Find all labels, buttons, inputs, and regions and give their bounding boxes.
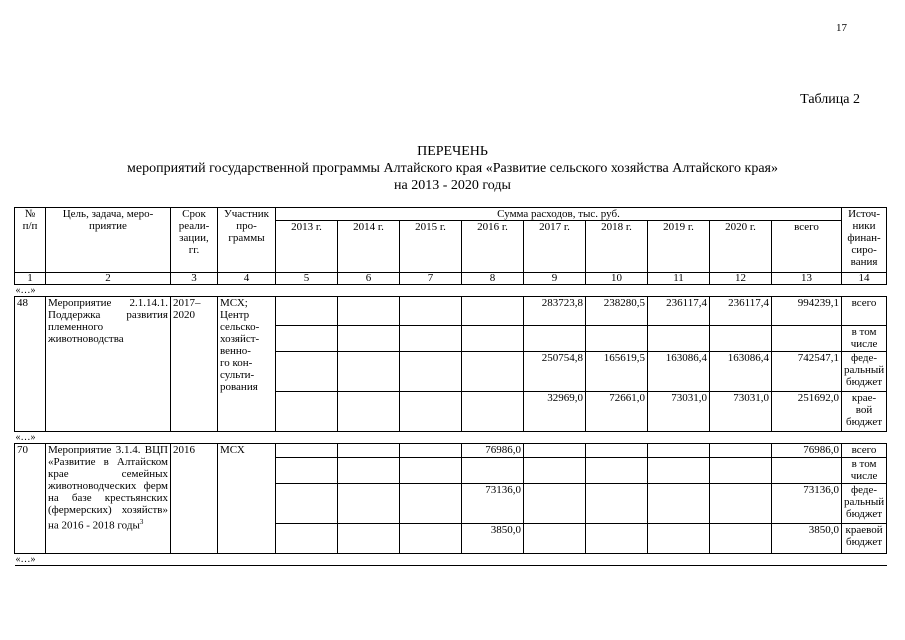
value-cell: 163086,4	[710, 352, 772, 392]
value-cell	[400, 444, 462, 458]
header-year: 2015 г.	[400, 221, 462, 273]
header-year: 2017 г.	[524, 221, 586, 273]
value-cell	[710, 484, 772, 524]
header-goal: Цель, задача, меро- приятие	[46, 208, 171, 273]
table-label: Таблица 2	[800, 92, 860, 107]
value-cell: 238280,5	[586, 297, 648, 326]
table-row	[15, 444, 887, 458]
header-year: 2013 г.	[276, 221, 338, 273]
header-year: 2018 г.	[586, 221, 648, 273]
value-cell	[276, 326, 338, 352]
value-cell	[648, 484, 710, 524]
value-cell	[462, 326, 524, 352]
source-cell: всего	[842, 444, 887, 458]
value-cell: 250754,8	[524, 352, 586, 392]
value-cell	[710, 458, 772, 484]
total-cell: 994239,1	[772, 297, 842, 326]
header-participant: Участник про- граммы	[218, 208, 276, 273]
value-cell: 32969,0	[524, 392, 586, 432]
column-number: 5	[276, 273, 338, 285]
ellipsis-marker: «…»	[15, 554, 887, 566]
row-goal: Мероприятие 2.1.14.1. Поддержка развития племенного животноводства	[46, 297, 171, 432]
row-goal-text: Мероприятие 3.1.4. ВЦП «Развитие в Алтайском крае семейных животноводческих ферм на базе крестьянских (фермерских) хозяйств» на 2016 - 2018 годы	[48, 444, 168, 532]
value-cell	[462, 392, 524, 432]
total-cell	[772, 326, 842, 352]
value-cell	[586, 444, 648, 458]
value-cell	[276, 524, 338, 554]
column-number: 11	[648, 273, 710, 285]
row-term: 2016	[171, 444, 218, 554]
column-number: 4	[218, 273, 276, 285]
ellipsis-marker: «…»	[15, 432, 887, 444]
source-cell: всего	[842, 297, 887, 326]
source-cell: крае- вой бюджет	[842, 392, 887, 432]
header-year: 2014 г.	[338, 221, 400, 273]
total-cell: 76986,0	[772, 444, 842, 458]
value-cell	[338, 524, 400, 554]
value-cell	[276, 458, 338, 484]
header-total: всего	[772, 221, 842, 273]
total-cell: 73136,0	[772, 484, 842, 524]
value-cell	[338, 458, 400, 484]
value-cell	[400, 524, 462, 554]
row-term: 2017– 2020	[171, 297, 218, 432]
value-cell	[338, 352, 400, 392]
value-cell	[462, 352, 524, 392]
value-cell	[338, 444, 400, 458]
column-number: 1	[15, 273, 46, 285]
value-cell	[648, 524, 710, 554]
value-cell	[400, 458, 462, 484]
column-number: 3	[171, 273, 218, 285]
value-cell	[400, 297, 462, 326]
column-number-row	[15, 273, 887, 285]
header-source: Источ- ники финан- сиро- вания	[842, 208, 887, 273]
value-cell: 76986,0	[462, 444, 524, 458]
value-cell: 236117,4	[648, 297, 710, 326]
column-number: 13	[772, 273, 842, 285]
value-cell: 73136,0	[462, 484, 524, 524]
total-cell	[772, 458, 842, 484]
value-cell	[524, 326, 586, 352]
header-term: Срок реали- зации, гг.	[171, 208, 218, 273]
total-cell: 742547,1	[772, 352, 842, 392]
column-number: 8	[462, 273, 524, 285]
value-cell: 73031,0	[648, 392, 710, 432]
row-participant: МСХ	[218, 444, 276, 554]
table-row	[15, 297, 887, 326]
source-cell: феде- ральный бюджет	[842, 484, 887, 524]
total-cell: 251692,0	[772, 392, 842, 432]
column-number: 7	[400, 273, 462, 285]
column-number: 12	[710, 273, 772, 285]
source-cell: в том числе	[842, 326, 887, 352]
value-cell	[276, 392, 338, 432]
value-cell: 73031,0	[710, 392, 772, 432]
source-cell: краевой бюджет	[842, 524, 887, 554]
value-cell: 165619,5	[586, 352, 648, 392]
value-cell	[524, 524, 586, 554]
row-participant: МСХ; Центр сельско- хозяйст- венно- го кон- сульти- рования	[218, 297, 276, 432]
value-cell	[400, 352, 462, 392]
page-number: 17	[836, 22, 847, 34]
value-cell: 3850,0	[462, 524, 524, 554]
header-sum: Сумма расходов, тыс. руб.	[276, 208, 842, 221]
value-cell	[586, 524, 648, 554]
value-cell	[710, 326, 772, 352]
value-cell: 236117,4	[710, 297, 772, 326]
value-cell	[338, 326, 400, 352]
header-year: 2020 г.	[710, 221, 772, 273]
value-cell	[400, 392, 462, 432]
column-number: 10	[586, 273, 648, 285]
value-cell	[338, 297, 400, 326]
row-num: 70	[15, 444, 46, 554]
column-number: 6	[338, 273, 400, 285]
value-cell	[586, 458, 648, 484]
value-cell	[648, 458, 710, 484]
title-line-3: на 2013 - 2020 годы	[394, 178, 511, 193]
source-cell: в том числе	[842, 458, 887, 484]
value-cell	[276, 352, 338, 392]
value-cell	[648, 326, 710, 352]
value-cell	[338, 484, 400, 524]
value-cell	[338, 392, 400, 432]
value-cell	[586, 484, 648, 524]
total-cell: 3850,0	[772, 524, 842, 554]
value-cell	[524, 484, 586, 524]
row-goal	[46, 444, 171, 554]
value-cell	[586, 326, 648, 352]
value-cell	[524, 458, 586, 484]
value-cell	[276, 484, 338, 524]
column-number: 14	[842, 273, 887, 285]
value-cell: 283723,8	[524, 297, 586, 326]
source-cell: феде- ральный бюджет	[842, 352, 887, 392]
measures-table	[14, 207, 887, 566]
title-line-1: ПЕРЕЧЕНЬ	[417, 144, 488, 159]
value-cell	[462, 297, 524, 326]
header-num: № п/п	[15, 208, 46, 273]
value-cell	[462, 458, 524, 484]
row-num: 48	[15, 297, 46, 432]
value-cell: 163086,4	[648, 352, 710, 392]
value-cell	[524, 444, 586, 458]
ellipsis-marker: «…»	[15, 285, 887, 297]
value-cell	[400, 326, 462, 352]
value-cell	[648, 444, 710, 458]
value-cell: 72661,0	[586, 392, 648, 432]
column-number: 2	[46, 273, 171, 285]
title-line-2: мероприятий государственной программы Алтайского края «Развитие сельского хозяйства Алтайского края»	[127, 161, 778, 176]
value-cell	[710, 524, 772, 554]
value-cell	[400, 484, 462, 524]
value-cell	[276, 444, 338, 458]
header-year: 2019 г.	[648, 221, 710, 273]
value-cell	[710, 444, 772, 458]
footnote-mark: 3	[139, 518, 144, 526]
column-number: 9	[524, 273, 586, 285]
value-cell	[276, 297, 338, 326]
header-year: 2016 г.	[462, 221, 524, 273]
